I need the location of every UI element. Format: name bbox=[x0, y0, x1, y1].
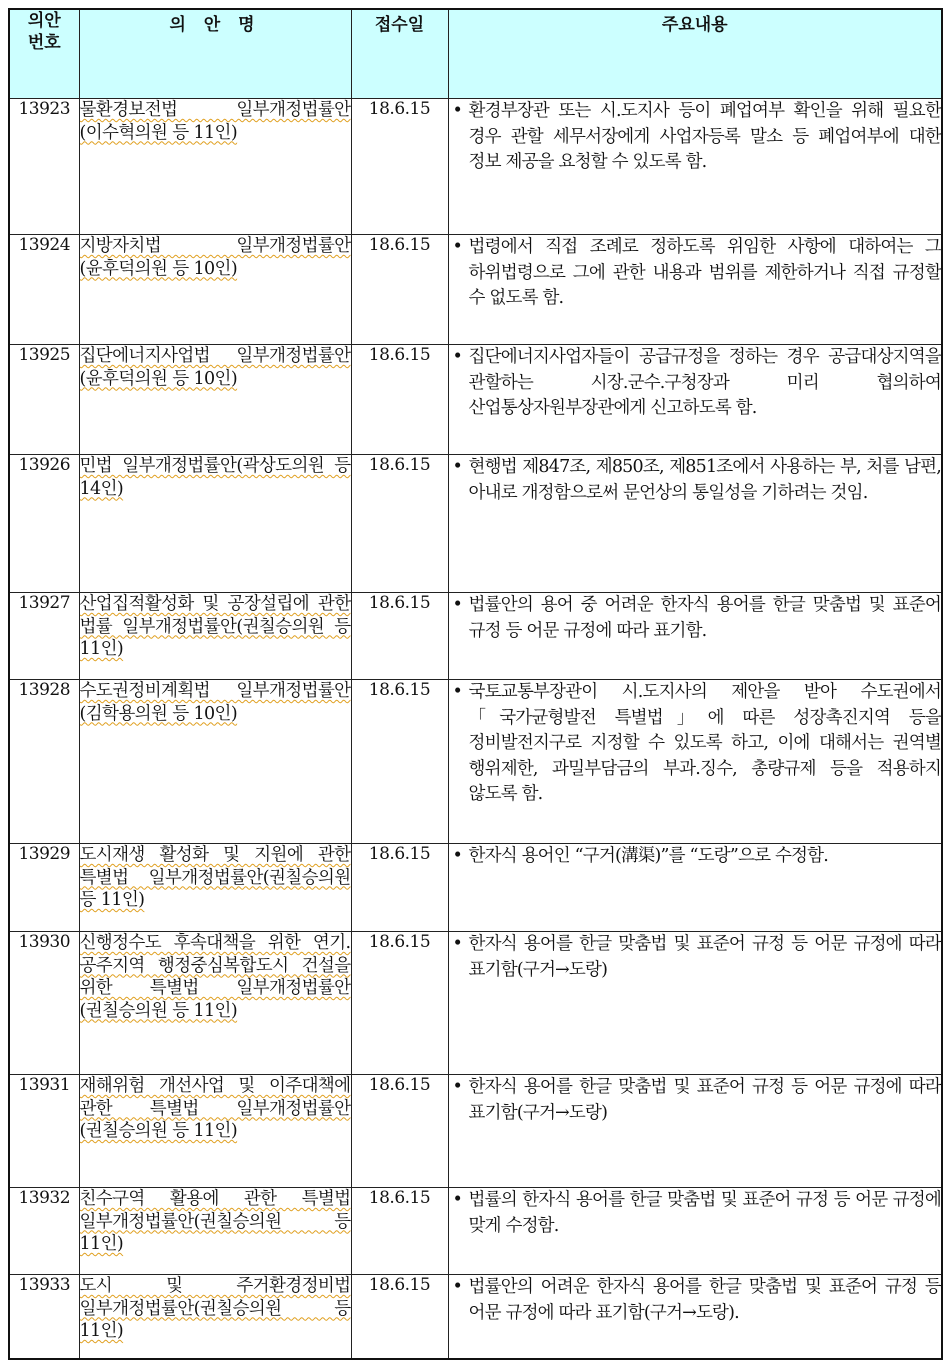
received-date: 18.6.15 bbox=[351, 593, 448, 680]
bill-number: 13926 bbox=[9, 455, 79, 593]
table-row bbox=[9, 844, 942, 932]
bill-number: 13925 bbox=[9, 345, 79, 455]
received-date: 18.6.15 bbox=[351, 345, 448, 455]
bill-number: 13931 bbox=[9, 1075, 79, 1188]
bill-summary: • 법령에서 직접 조례로 정하도록 위임한 사항에 대하여는 그 하위법령으로 그에 관한 내용과 범위를 제한하거나 직접 규정할 수 없도록 함. bbox=[448, 235, 942, 345]
bill-number: 13929 bbox=[9, 844, 79, 932]
bill-summary: • 법률의 한자식 용어를 한글 맞춤법 및 표준어 규정 등 어문 규정에 맞게 수정함. bbox=[448, 1188, 942, 1275]
table-row bbox=[9, 345, 942, 455]
table-row bbox=[9, 1075, 942, 1188]
received-date: 18.6.15 bbox=[351, 235, 448, 345]
bill-title: 도시 및 주거환경정비법 일부개정법률안(권칠승의원 등 11인) bbox=[79, 1275, 351, 1359]
received-date: 18.6.15 bbox=[351, 844, 448, 932]
bill-title: 친수구역 활용에 관한 특별법 일부개정법률안(권칠승의원 등 11인) bbox=[79, 1188, 351, 1275]
bill-summary: • 한자식 용어를 한글 맞춤법 및 표준어 규정 등 어문 규정에 따라 표기함(구거→도랑) bbox=[448, 932, 942, 1075]
table-row bbox=[9, 680, 942, 844]
bill-summary: • 환경부장관 또는 시.도지사 등이 폐업여부 확인을 위해 필요한 경우 관할 세무서장에게 사업자등록 말소 등 폐업여부에 대한 정보 제공을 요청할 수 있도록 함. bbox=[448, 99, 942, 235]
table-header-row bbox=[9, 9, 942, 99]
header-bill-number bbox=[9, 9, 79, 99]
bill-number: 13927 bbox=[9, 593, 79, 680]
received-date: 18.6.15 bbox=[351, 932, 448, 1075]
header-summary: 주요내용 bbox=[448, 9, 942, 99]
received-date: 18.6.15 bbox=[351, 1275, 448, 1359]
bill-title: 집단에너지사업법 일부개정법률안(윤후덕의원 등 10인) bbox=[79, 345, 351, 455]
table-row bbox=[9, 1275, 942, 1359]
bill-summary: • 법률안의 용어 중 어려운 한자식 용어를 한글 맞춤법 및 표준어 규정 등 어문 규정에 따라 표기함. bbox=[448, 593, 942, 680]
table-row bbox=[9, 1188, 942, 1275]
bill-summary: • 한자식 용어를 한글 맞춤법 및 표준어 규정 등 어문 규정에 따라 표기함(구거→도랑) bbox=[448, 1075, 942, 1188]
bill-number: 13928 bbox=[9, 680, 79, 844]
bill-summary: • 법률안의 어려운 한자식 용어를 한글 맞춤법 및 표준어 규정 등 어문 규정에 따라 표기함(구거→도랑). bbox=[448, 1275, 942, 1359]
bill-number: 13924 bbox=[9, 235, 79, 345]
bill-summary: • 국토교통부장관이 시.도지사의 제안을 받아 수도권에서 「국가균형발전 특별법」에 따른 성장촉진지역 등을 정비발전지구로 지정할 수 있도록 하고, 이에 대해서는 권역별 행위제한, 과밀부담금의 부과.징수, 총량규제 등을 적용하지 않도록 함. bbox=[448, 680, 942, 844]
received-date: 18.6.15 bbox=[351, 1075, 448, 1188]
table-row bbox=[9, 455, 942, 593]
table-row bbox=[9, 593, 942, 680]
bill-title: 산업집적활성화 및 공장설립에 관한 법률 일부개정법률안(권칠승의원 등 11인) bbox=[79, 593, 351, 680]
header-bill-title: 의 안 명 bbox=[79, 9, 351, 99]
received-date: 18.6.15 bbox=[351, 1188, 448, 1275]
table-row bbox=[9, 932, 942, 1075]
header-received-date: 접수일 bbox=[351, 9, 448, 99]
bill-title: 도시재생 활성화 및 지원에 관한 특별법 일부개정법률안(권칠승의원 등 11인) bbox=[79, 844, 351, 932]
header-bill-number-line2: 번호 bbox=[27, 33, 61, 53]
bill-number: 13930 bbox=[9, 932, 79, 1075]
bill-table bbox=[8, 8, 943, 1360]
table-row bbox=[9, 235, 942, 345]
bill-title: 민법 일부개정법률안(곽상도의원 등 14인) bbox=[79, 455, 351, 593]
bill-title: 신행정수도 후속대책을 위한 연기.공주지역 행정중심복합도시 건설을 위한 특별법 일부개정법률안(권칠승의원 등 11인) bbox=[79, 932, 351, 1075]
bill-summary: • 집단에너지사업자들이 공급규정을 정하는 경우 공급대상지역을 관할하는 시장.군수.구청장과 미리 협의하여 산업통상자원부장관에게 신고하도록 함. bbox=[448, 345, 942, 455]
bill-title: 지방자치법 일부개정법률안(윤후덕의원 등 10인) bbox=[79, 235, 351, 345]
bill-title: 재해위험 개선사업 및 이주대책에 관한 특별법 일부개정법률안(권칠승의원 등 11인) bbox=[79, 1075, 351, 1188]
header-bill-number-line1: 의안 bbox=[27, 11, 61, 31]
bill-number: 13923 bbox=[9, 99, 79, 235]
received-date: 18.6.15 bbox=[351, 680, 448, 844]
bill-number: 13932 bbox=[9, 1188, 79, 1275]
received-date: 18.6.15 bbox=[351, 455, 448, 593]
bill-summary: • 현행법 제847조, 제850조, 제851조에서 사용하는 부, 처를 남편, 아내로 개정함으로써 문언상의 통일성을 기하려는 것임. bbox=[448, 455, 942, 593]
bill-title: 물환경보전법 일부개정법률안(이수혁의원 등 11인) bbox=[79, 99, 351, 235]
bill-title: 수도권정비계획법 일부개정법률안(김학용의원 등 10인) bbox=[79, 680, 351, 844]
bill-number: 13933 bbox=[9, 1275, 79, 1359]
table-row bbox=[9, 99, 942, 235]
bill-summary: • 한자식 용어인 “구거(溝渠)”를 “도랑”으로 수정함. bbox=[448, 844, 942, 932]
received-date: 18.6.15 bbox=[351, 99, 448, 235]
